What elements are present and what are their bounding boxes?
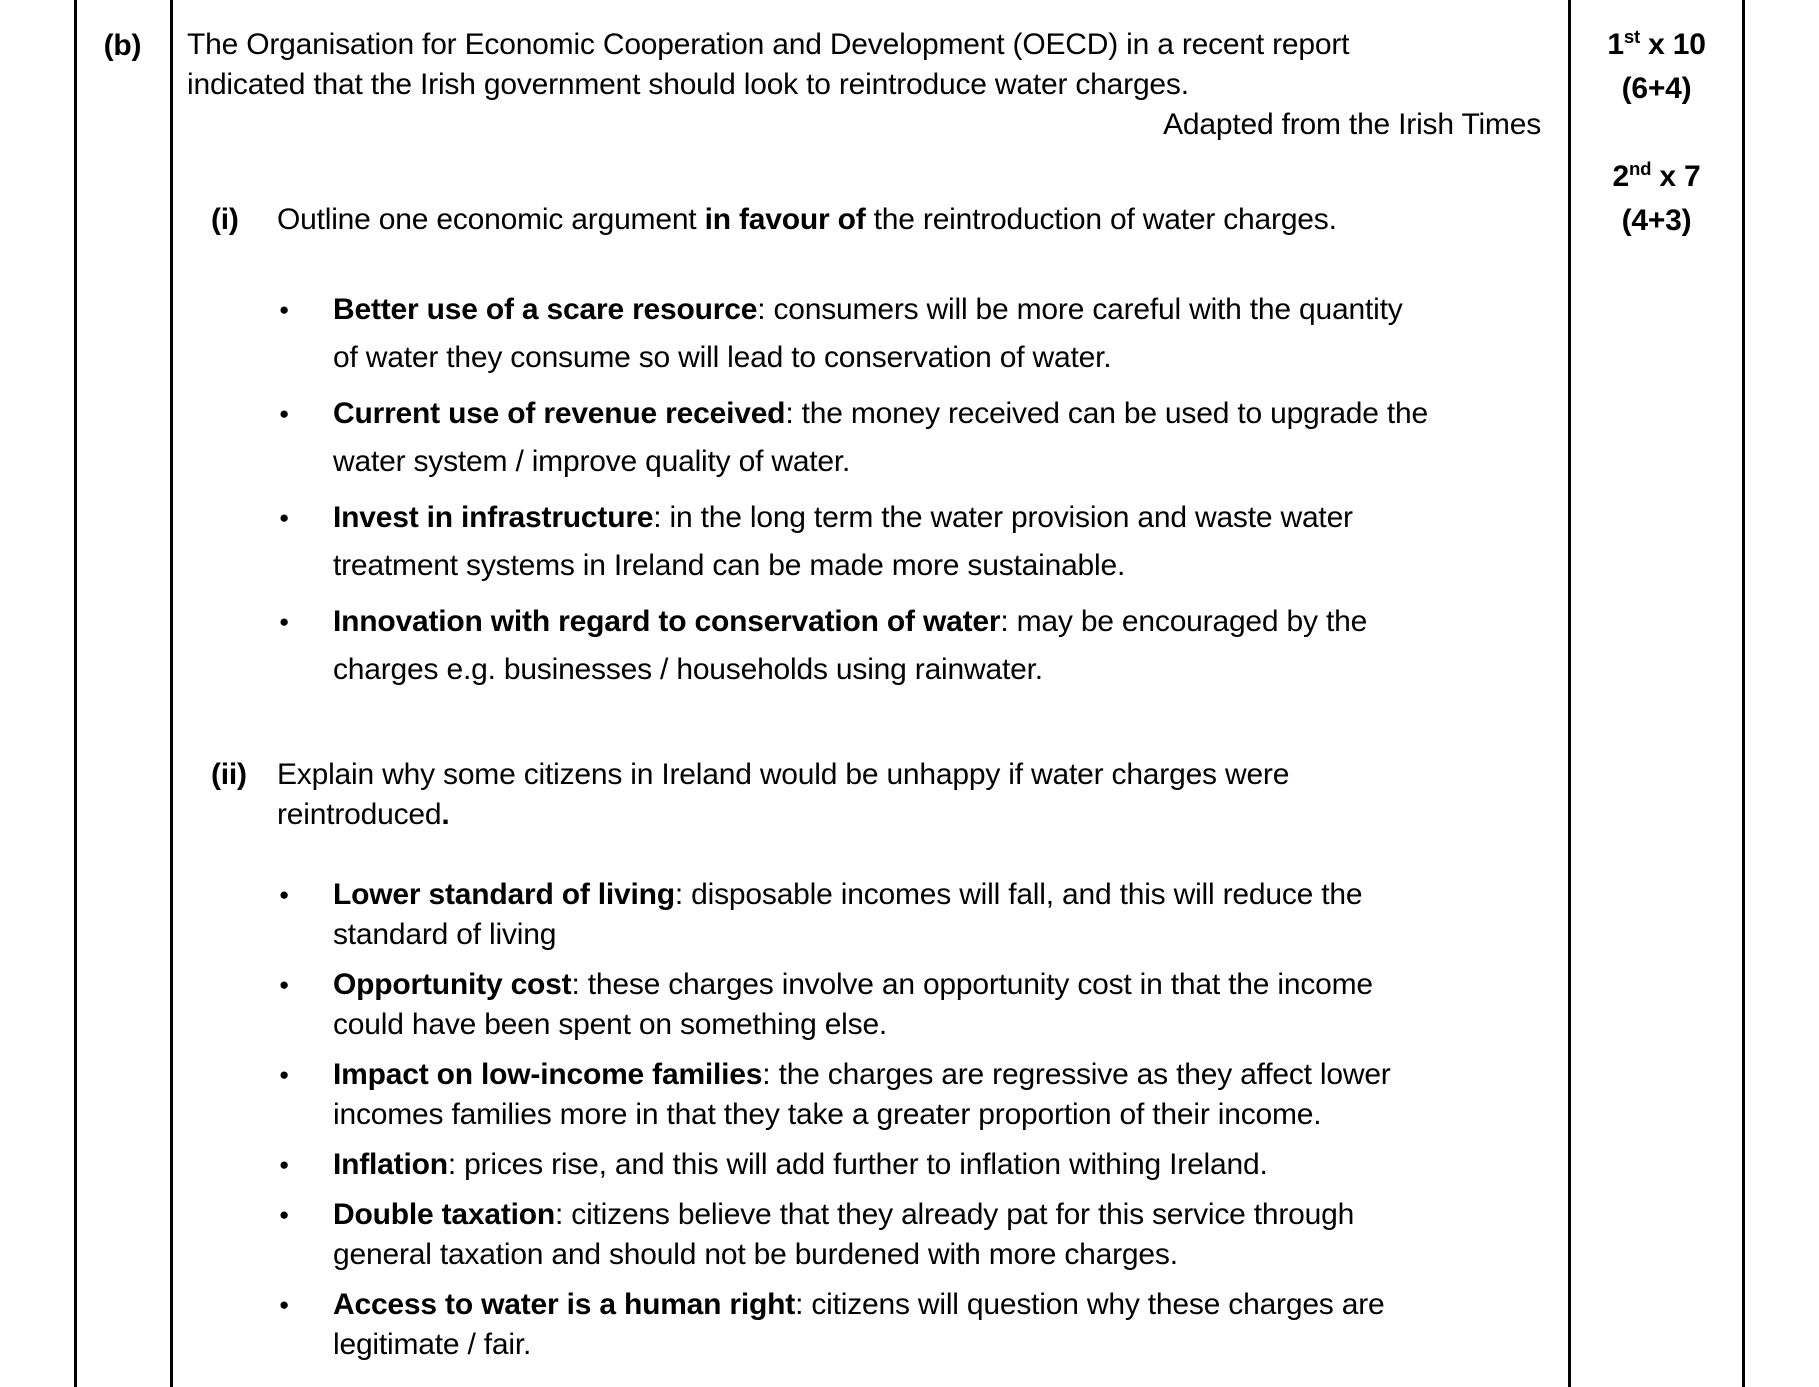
bullet-text: Lower standard of living: disposable incomes will fall, and this will reduce the standard of living xyxy=(333,878,1363,951)
question-ii-line2: reintroduced xyxy=(277,798,442,831)
question-i xyxy=(187,200,1541,240)
bullet-text: Inflation: prices rise, and this will add further to inflation withing Ireland. xyxy=(333,1148,1268,1181)
bullet-item xyxy=(279,1195,1541,1275)
bullet-label: Double taxation xyxy=(333,1198,556,1231)
marks-first-mult: x 10 xyxy=(1639,28,1706,61)
bullet-item xyxy=(279,286,1541,382)
bullet-label: Impact on low-income families xyxy=(333,1058,763,1091)
bullet-text: Double taxation: citizens believe that they already pat for this service through general taxation and should not be burdened with more charges. xyxy=(333,1198,1355,1271)
question-i-pre: Outline one economic argument xyxy=(277,203,705,236)
bullet-dot-icon: ● xyxy=(279,612,290,631)
bullet-dot-icon: ● xyxy=(279,508,290,527)
bullet-text: Access to water is a human right: citizens will question why these charges are legitimate / fair. xyxy=(333,1288,1385,1361)
marks-first-breakdown: (6+4) xyxy=(1621,72,1692,105)
marks-spacer xyxy=(1571,111,1742,155)
bullet-label: Inflation xyxy=(333,1148,448,1181)
bullet-item xyxy=(279,965,1541,1045)
table-left-border xyxy=(74,0,77,1387)
marks-second-ordinal: nd xyxy=(1628,158,1652,179)
bullet-dot-icon: ● xyxy=(279,975,290,994)
question-i-text xyxy=(277,200,1337,240)
question-ii xyxy=(187,755,1541,835)
bullet-label: Innovation with regard to conservation of water xyxy=(333,605,1001,638)
bullet-label: Access to water is a human right xyxy=(333,1288,796,1321)
bullet-item xyxy=(279,1055,1541,1135)
bullet-dot-icon: ● xyxy=(279,1295,290,1314)
bullet-label: Current use of revenue received xyxy=(333,397,786,430)
bullet-list-i xyxy=(187,286,1541,694)
marks-cell xyxy=(1571,0,1742,243)
marks-first-ordinal: st xyxy=(1623,26,1640,47)
table-right-border xyxy=(1742,0,1745,1387)
bullet-dot-icon: ● xyxy=(279,885,290,904)
bullet-item xyxy=(279,598,1541,694)
bullet-text: Innovation with regard to conservation of water: may be encouraged by the charges e.g. businesses / households using rainwater. xyxy=(333,605,1368,686)
bullet-text: Current use of revenue received: the money received can be used to upgrade the water system / improve quality of water. xyxy=(333,397,1429,478)
bullet-text: Impact on low-income families: the charges are regressive as they affect lower incomes families more in that they take a greater proportion of their income. xyxy=(333,1058,1391,1131)
marks-first-line xyxy=(1571,23,1742,67)
bullet-dot-icon: ● xyxy=(279,1065,290,1084)
bullet-item xyxy=(279,875,1541,955)
question-i-bold: in favour of xyxy=(704,203,866,236)
marks-second-line xyxy=(1571,155,1742,199)
content-cell xyxy=(173,0,1568,1375)
marks-first-num: 1 xyxy=(1607,28,1624,61)
bullet-item xyxy=(279,390,1541,486)
question-i-post: the reintroduction of water charges. xyxy=(865,203,1337,236)
bullet-dot-icon: ● xyxy=(279,404,290,423)
bullet-item xyxy=(279,494,1541,590)
bullet-text: Better use of a scare resource: consumers will be more careful with the quantity of water they consume so will lead to conservation of water. xyxy=(333,293,1403,374)
marks-second-mult: x 7 xyxy=(1651,160,1701,193)
bullet-label: Lower standard of living xyxy=(333,878,675,911)
bullet-dot-icon: ● xyxy=(279,300,290,319)
bullet-item xyxy=(279,1145,1541,1185)
attribution-line: Adapted from the Irish Times xyxy=(1163,108,1541,141)
question-ii-text xyxy=(277,755,1289,835)
bullet-text: Invest in infrastructure: in the long term the water provision and waste water treatment systems in Ireland can be made more sustainable. xyxy=(333,501,1353,582)
bullet-label: Opportunity cost xyxy=(333,968,572,1001)
bullet-item xyxy=(279,1285,1541,1365)
bullet-label: Better use of a scare resource xyxy=(333,293,758,326)
row-label: (b) xyxy=(103,29,142,62)
marks-second-num: 2 xyxy=(1612,160,1629,193)
row-label-cell xyxy=(77,0,168,66)
bullet-dot-icon: ● xyxy=(279,1155,290,1174)
bullet-text: Opportunity cost: these charges involve an opportunity cost in that the income could have been spent on something else. xyxy=(333,968,1373,1041)
question-ii-line1: Explain why some citizens in Ireland would be unhappy if water charges were xyxy=(277,758,1290,791)
question-ii-period: . xyxy=(441,798,450,831)
question-ii-number: (ii) xyxy=(211,758,247,791)
bullet-dot-icon: ● xyxy=(279,1205,290,1224)
intro-paragraph: The Organisation for Economic Cooperation and Development (OECD) in a recent report indicated that the Irish government should look to reintroduce water charges. xyxy=(187,28,1350,101)
marks-second-breakdown: (4+3) xyxy=(1621,204,1692,237)
bullet-label: Invest in infrastructure xyxy=(333,501,654,534)
bullet-list-ii xyxy=(187,875,1541,1365)
question-i-number: (i) xyxy=(211,203,239,236)
